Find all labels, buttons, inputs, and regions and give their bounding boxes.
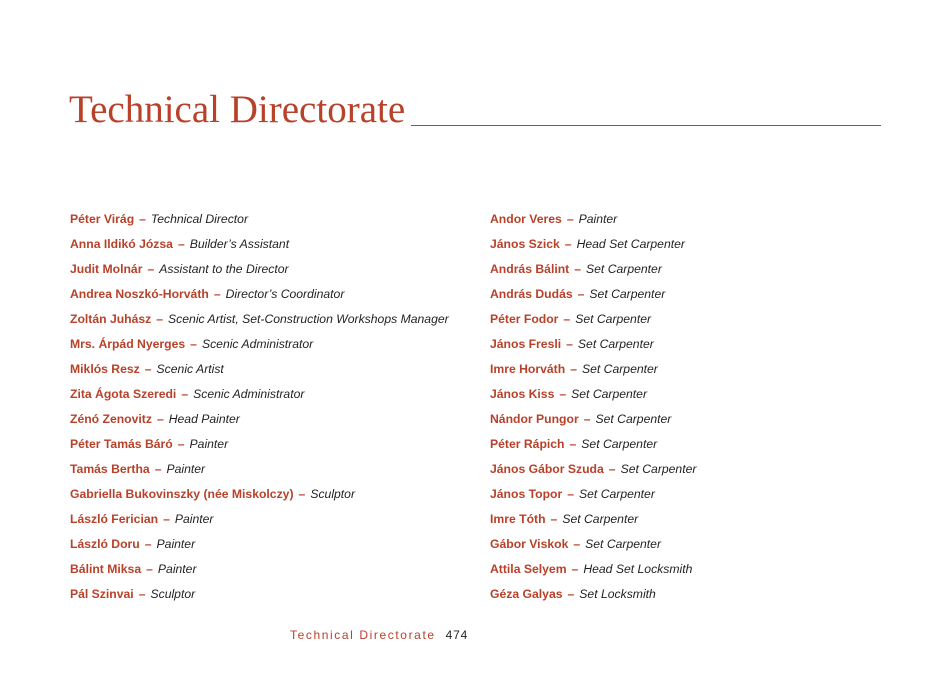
separator-dash: – — [583, 412, 591, 426]
separator-dash: – — [154, 462, 162, 476]
staff-name: Miklós Resz — [70, 362, 140, 376]
separator-dash: – — [550, 512, 558, 526]
separator-dash: – — [571, 562, 579, 576]
staff-name: János Gábor Szuda — [490, 462, 604, 476]
staff-name: Andor Veres — [490, 212, 562, 226]
separator-dash: – — [574, 262, 582, 276]
staff-entry — [490, 207, 850, 232]
staff-name: Tamás Bertha — [70, 462, 150, 476]
staff-entry — [490, 382, 850, 407]
staff-name: Pál Szinvai — [70, 587, 134, 601]
staff-role: Scenic Artist, Set-Construction Workshops Manager — [168, 312, 449, 326]
staff-entry — [490, 482, 850, 507]
staff-name: Judit Molnár — [70, 262, 143, 276]
separator-dash: – — [608, 462, 616, 476]
staff-entry — [490, 307, 850, 332]
staff-role: Set Carpenter — [581, 437, 658, 451]
staff-name: Nándor Pungor — [490, 412, 579, 426]
staff-name: Zénó Zenovitz — [70, 412, 152, 426]
staff-name: János Fresli — [490, 337, 562, 351]
separator-dash: – — [298, 487, 306, 501]
staff-list-left — [70, 207, 480, 607]
staff-entry — [490, 507, 850, 532]
staff-list-right — [490, 207, 850, 607]
staff-name: Mrs. Árpád Nyerges — [70, 337, 186, 351]
separator-dash: – — [181, 387, 189, 401]
staff-role: Painter — [189, 437, 229, 451]
separator-dash: – — [566, 337, 573, 351]
separator-dash: – — [569, 437, 577, 451]
staff-role: Assistant to the Director — [159, 262, 289, 276]
staff-role: Painter — [578, 212, 618, 226]
staff-role: Set Carpenter — [577, 337, 654, 351]
separator-dash: – — [577, 287, 585, 301]
staff-name: Imre Horváth — [490, 362, 566, 376]
staff-entry — [70, 457, 480, 482]
separator-dash: – — [564, 237, 572, 251]
staff-entry — [490, 532, 850, 557]
staff-entry — [70, 357, 480, 382]
separator-dash: – — [163, 512, 170, 526]
staff-role: Set Carpenter — [595, 412, 672, 426]
staff-name: Péter Virág — [70, 212, 135, 226]
staff-role: Scenic Artist — [156, 362, 224, 376]
staff-role: Set Locksmith — [579, 587, 656, 601]
separator-dash: – — [566, 212, 574, 226]
staff-entry — [490, 282, 850, 307]
separator-dash: – — [146, 562, 153, 576]
staff-name: Zita Ágota Szeredi — [70, 387, 177, 401]
staff-entry — [490, 582, 850, 607]
staff-name: Péter Fodor — [490, 312, 559, 326]
staff-role: Set Carpenter — [562, 512, 639, 526]
staff-role: Builder’s Assistant — [189, 237, 290, 251]
staff-name: Zoltán Juhász — [70, 312, 152, 326]
staff-entry — [490, 557, 850, 582]
staff-entry — [490, 332, 850, 357]
separator-dash: – — [190, 337, 197, 351]
separator-dash: – — [177, 437, 185, 451]
staff-name: András Bálint — [490, 262, 570, 276]
staff-role: Painter — [157, 562, 197, 576]
staff-entry — [70, 507, 480, 532]
staff-entry — [70, 482, 480, 507]
separator-dash: – — [177, 237, 185, 251]
staff-entry — [70, 332, 480, 357]
separator-dash: – — [138, 587, 146, 601]
staff-role: Set Carpenter — [586, 262, 662, 276]
staff-role: Sculptor — [310, 487, 356, 501]
staff-name: Attila Selyem — [490, 562, 567, 576]
staff-role: Director’s Coordinator — [225, 287, 345, 301]
separator-dash: – — [144, 537, 152, 551]
staff-entry — [70, 382, 480, 407]
separator-dash: – — [567, 487, 575, 501]
staff-role: Set Carpenter — [620, 462, 697, 476]
page-number: 474 — [445, 628, 469, 642]
staff-name: Bálint Miksa — [70, 562, 142, 576]
staff-name: Gabriella Bukovinszky (née Miskolczy) — [70, 487, 294, 501]
title-rule — [411, 125, 881, 126]
separator-dash: – — [573, 537, 581, 551]
staff-entry — [70, 582, 480, 607]
separator-dash: – — [139, 212, 146, 226]
staff-role: Set Carpenter — [585, 537, 662, 551]
staff-name: Imre Tóth — [490, 512, 546, 526]
staff-entry — [490, 257, 850, 282]
staff-name: Gábor Viskok — [490, 537, 569, 551]
staff-entry — [70, 532, 480, 557]
staff-entry — [70, 407, 480, 432]
staff-entry — [70, 257, 480, 282]
staff-name: Péter Tamás Báró — [70, 437, 173, 451]
separator-dash: – — [144, 362, 152, 376]
separator-dash: – — [559, 387, 567, 401]
page-heading — [69, 86, 881, 134]
staff-role: Set Carpenter — [575, 312, 652, 326]
separator-dash: – — [156, 312, 164, 326]
staff-role: Set Carpenter — [589, 287, 666, 301]
staff-role: Painter — [174, 512, 214, 526]
footer-section-title: Technical Directorate — [290, 628, 436, 642]
staff-entry — [490, 457, 850, 482]
staff-entry — [490, 232, 850, 257]
staff-role: Painter — [156, 537, 196, 551]
staff-role: Scenic Administrator — [193, 387, 305, 401]
separator-dash: – — [156, 412, 164, 426]
running-footer — [290, 627, 468, 643]
staff-entry — [70, 557, 480, 582]
staff-entry — [70, 432, 480, 457]
staff-role: Painter — [166, 462, 206, 476]
separator-dash: – — [567, 587, 575, 601]
staff-entry — [490, 432, 850, 457]
separator-dash: – — [213, 287, 221, 301]
staff-entry — [70, 232, 480, 257]
separator-dash: – — [563, 312, 571, 326]
staff-entry — [490, 407, 850, 432]
staff-role: Set Carpenter — [571, 387, 648, 401]
staff-role: Sculptor — [150, 587, 196, 601]
staff-role: Head Painter — [168, 412, 240, 426]
staff-role: Set Carpenter — [579, 487, 655, 501]
staff-name: Péter Rápich — [490, 437, 565, 451]
staff-name: Andrea Noszkó-Horváth — [70, 287, 209, 301]
staff-role: Set Carpenter — [581, 362, 658, 376]
staff-entry — [490, 357, 850, 382]
staff-name: László Doru — [70, 537, 140, 551]
staff-name: Géza Galyas — [490, 587, 563, 601]
staff-name: László Ferician — [70, 512, 159, 526]
staff-name: Anna Ildikó Józsa — [70, 237, 173, 251]
staff-role: Scenic Administrator — [201, 337, 314, 351]
staff-role: Head Set Locksmith — [583, 562, 693, 576]
staff-name: János Kiss — [490, 387, 555, 401]
staff-name: János Szick — [490, 237, 560, 251]
page-title: Technical Directorate — [69, 88, 406, 131]
staff-entry — [70, 207, 480, 232]
separator-dash: – — [147, 262, 155, 276]
staff-entry — [70, 307, 480, 332]
staff-name: János Topor — [490, 487, 563, 501]
staff-name: András Dudás — [490, 287, 573, 301]
separator-dash: – — [570, 362, 577, 376]
staff-role: Technical Director — [150, 212, 249, 226]
staff-entry — [70, 282, 480, 307]
staff-role: Head Set Carpenter — [576, 237, 685, 251]
